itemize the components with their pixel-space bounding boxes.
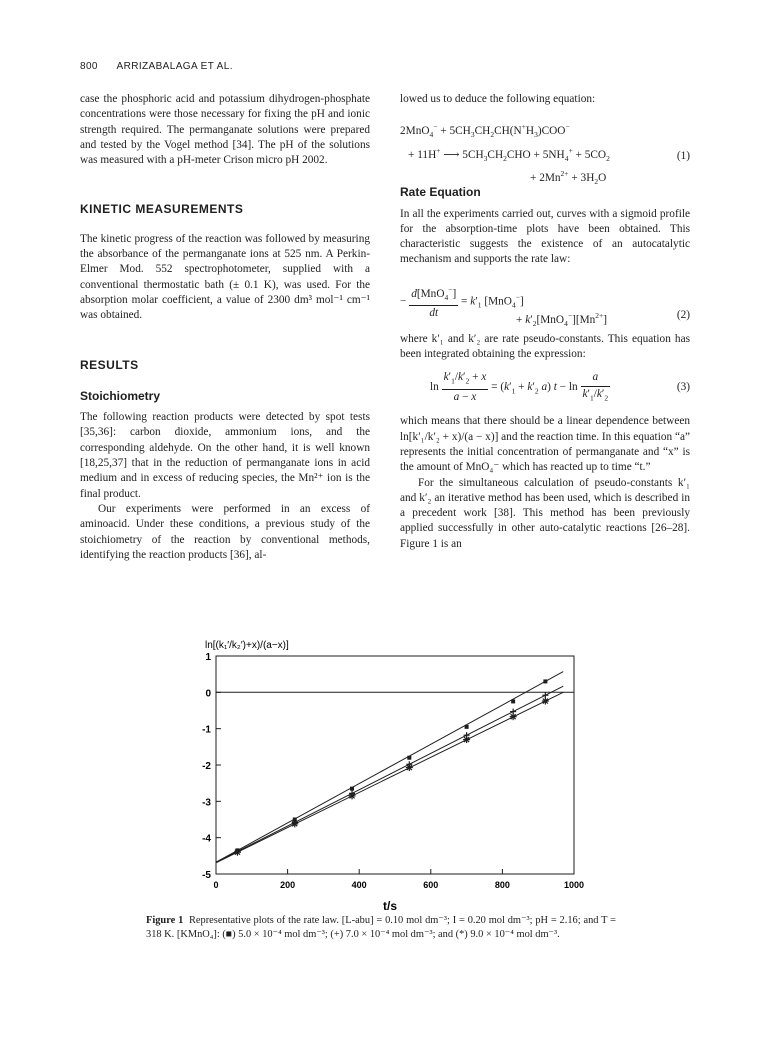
paragraph-integration: where k′₁ and k′₂ are rate pseudo-constants. This equation has been integrated obtaining the expression:: [400, 332, 690, 361]
paragraph-kinetic: The kinetic progress of the reaction was followed by measuring the absorbance of the permanganate ions at 525 nm. A Perkin-Elmer Mod. 552 spectrophotometer, supplied with a conventional thermostatic bath (± 0.1 K), was used. For the absorption molar coefficient, a value of 2300 dm³ mol⁻¹ cm⁻¹ was obtained.: [80, 232, 370, 322]
rate-law-chart: [175, 632, 625, 922]
data-point-star: [291, 820, 298, 827]
caption-label: Figure 1: [146, 915, 184, 926]
figure-caption: [146, 914, 616, 942]
running-header: [80, 61, 233, 72]
equation-2: − $\frac{d[MnO_4^-]}{dt}$ = $k'_1$ [MnO$_4$−] + $k'_2[MnO_4^-][Mn^{2+}]$ (2): [400, 282, 690, 324]
figure-1: [175, 632, 625, 922]
plot-frame: [216, 656, 574, 874]
equation-1-number: (1): [676, 150, 690, 163]
paragraph-linear-dependence: which means that there should be a linear dependence between ln[k′₁/k′₂ + x)/(a − x)] and the reaction time. In this equation “a” represents the initial concentration of permanganate and “x” is the amount of MnO₄⁻ which has reacted up to time “t.”: [400, 415, 691, 474]
series-line-2: [216, 686, 563, 862]
equation-2-number: (2): [676, 308, 690, 321]
data-point-star: [406, 764, 413, 771]
x-tick-label: 400: [351, 880, 367, 890]
paragraph-experiments: Our experiments were performed in an excess of aminoacid. Under these conditions, a previous study of the stoichiometry of the reaction by conventional methods, identifying the reaction products [36], al-: [80, 502, 370, 561]
paragraph-iterative: For the simultaneous calculation of pseudo-constants k′₁ and k′₂ an iterative method has been used, which is described in a precedent work [38]. This method has been previously applied successfully in other auto-catalytic reactions [26–28]. Figure 1 is an: [400, 476, 690, 550]
data-point-star: [234, 849, 241, 856]
y-tick-label: -3: [202, 797, 211, 809]
data-point-star: [542, 698, 549, 705]
y-tick-label: -5: [202, 870, 211, 881]
heading-results: RESULTS: [80, 357, 139, 372]
y-tick-label: -1: [202, 724, 211, 736]
equation-1: $2MnO_4^- + 5CH_3CH_2CH(N^+H_3)COO^-$ + 11H+ ⟶ $5CH_3CH_2CHO + 5NH_4^+ + 5CO_2$ + $2Mn^{2+} + 3H_2O$ (1): [400, 122, 690, 186]
heading-kinetic-measurements: KINETIC MEASUREMENTS: [80, 202, 244, 217]
data-point-star: [510, 713, 517, 720]
x-tick-label: 600: [423, 880, 439, 890]
y-tick-label: 1: [205, 652, 211, 663]
y-tick-label: -4: [202, 833, 211, 845]
running-title: ARRIZABALAGA ET AL.: [116, 61, 233, 72]
heading-stoichiometry: Stoichiometry: [80, 388, 161, 403]
left-column: [80, 92, 370, 563]
y-axis-label: ln[(k₁′/k₂′)+x)/(a−x)]: [205, 640, 289, 651]
equation-3-number: (3): [676, 381, 690, 394]
paragraph-methods-end: case the phosphoric acid and potassium dihydrogen-phosphate concentrations were those necessary for fixing the pH and ionic strength required. The permanganate solutions were prepared and tested by the Vogel method [34]. The pH of the solutions was measured with a pH-meter Crison micro pH 2002.: [80, 93, 370, 167]
data-point-star: [349, 792, 356, 799]
data-point-square: [543, 679, 547, 683]
right-column: [400, 92, 690, 552]
equation-3: ln $\frac{k'_1/k'_2 + x}{a - x}$ = ($k'_1 + k'_2$ a) t − ln $\frac{a}{k'_1/k'_2}$ (3): [430, 371, 690, 403]
data-point-square: [350, 787, 354, 791]
caption-text: Representative plots of the rate law. [L-abu] = 0.10 mol dm⁻³; I = 0.20 mol dm⁻³; pH = 2.16; and T = 318 K. [KMnO₄]: (■) 5.0 × 10⁻⁴ mol dm⁻³; (+) 7.0 × 10⁻⁴ mol dm⁻³; and (*) 9.0 × 10⁻⁴ mol dm⁻³.: [146, 915, 616, 940]
data-point-square: [465, 725, 469, 729]
x-tick-label: 200: [280, 880, 296, 890]
y-tick-label: 0: [205, 688, 211, 700]
x-tick-label: 1000: [563, 880, 585, 890]
data-point-plus: [542, 692, 548, 698]
paragraph-rate: In all the experiments carried out, curves with a sigmoid profile for the absorption-time plots have been obtained. This characteristic suggests the existence of an autocatalytic mechanism and supports the rate law:: [400, 207, 690, 266]
data-point-square: [511, 699, 515, 703]
data-point-star: [463, 736, 470, 743]
x-tick-label: 0: [213, 880, 219, 890]
data-point-square: [407, 756, 411, 760]
heading-rate-equation: Rate Equation: [400, 185, 481, 200]
paragraph-equation-intro: lowed us to deduce the following equation:: [400, 93, 596, 105]
paragraph-stoichiometry: The following reaction products were detected by spot tests [35,36]: carbon dioxide, ammonium ions, and the corresponding aldehyde. On the other hand, it is well known [18,25,37] that in the reduction of permanganate ions in acid medium and in excess of reducing species, the Mn²⁺ ion is the final product.: [80, 411, 370, 500]
y-tick-label: -2: [202, 761, 211, 772]
page-number: 800: [80, 61, 98, 72]
x-tick-label: 800: [494, 880, 510, 890]
x-axis-label: t/s: [383, 899, 398, 913]
